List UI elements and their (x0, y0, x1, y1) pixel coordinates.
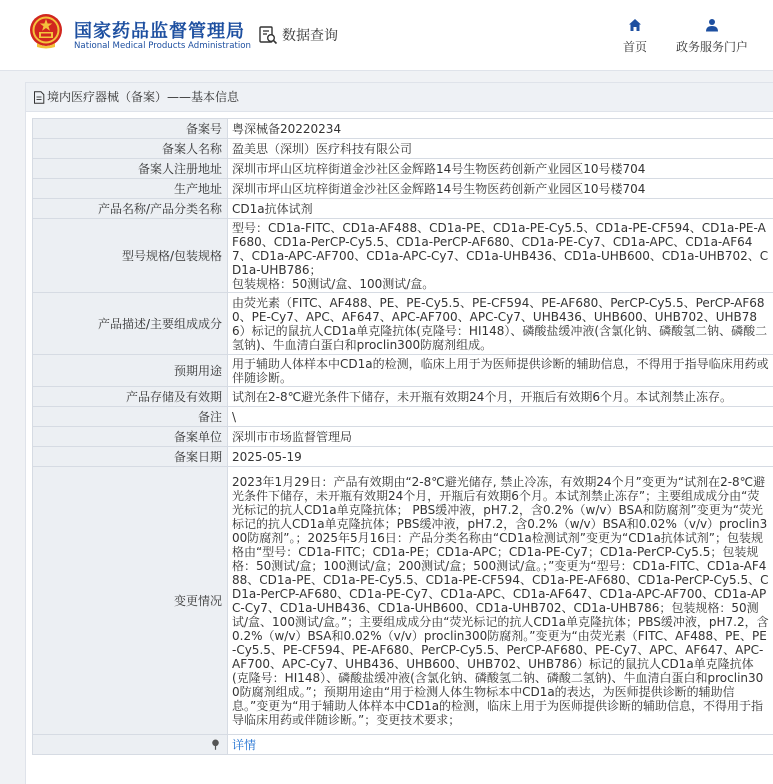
row-value: 粤深械备20220234 (228, 119, 773, 139)
brand-name-cn: 国家药品监督管理局 (74, 21, 245, 42)
row-value: 由荧光素（FITC、AF488、PE、PE-Cy5.5、PE-CF594、PE-AF680、PerCP-Cy5.5、PerCP-AF680、PE-Cy7、APC、AF647、APC-AF700、APC-Cy7、UHB436、UHB600、UHB702、UHB786）标记的鼠抗人CD1a单克隆抗体(克隆号：HI148）、磷酸盐缓冲液(含氯化钠、磷酸氢二钠、磷酸二氢钠)、牛血清白蛋白和proclin300防腐剂组成。 (228, 293, 773, 355)
national-emblem-icon (29, 13, 63, 49)
row-label: 预期用途 (33, 355, 228, 387)
row-value: 深圳市市场监督管理局 (228, 427, 773, 447)
record-info-table (32, 118, 773, 755)
detail-value-cell (228, 735, 773, 755)
top-header (0, 0, 773, 71)
table-row (33, 179, 773, 199)
row-value: 盈美思（深圳）医疗科技有限公司 (228, 139, 773, 159)
brand-name-en: National Medical Products Administration (74, 41, 251, 51)
nav-home-link[interactable] (618, 18, 652, 55)
row-label: 备案人注册地址 (33, 159, 228, 179)
table-row (33, 407, 773, 427)
detail-link[interactable]: 详情 (232, 737, 257, 752)
nav-service-portal-link[interactable] (672, 18, 752, 55)
row-label: 备案日期 (33, 447, 228, 467)
table-row (33, 467, 773, 735)
row-value: 试剂在2-8℃避光条件下储存，未开瓶有效期24个月，开瓶后有效期6个月。本试剂禁止冻存。 (228, 387, 773, 407)
row-value: 用于辅助人体样本中CD1a的检测，临床上用于为医师提供诊断的辅助信息，不得用于指导临床用药或伴随诊断。 (228, 355, 773, 387)
row-label: 产品名称/产品分类名称 (33, 199, 228, 219)
row-label: 备案人名称 (33, 139, 228, 159)
row-value: \ (228, 407, 773, 427)
data-query-button[interactable] (258, 24, 338, 46)
user-icon (705, 18, 719, 32)
table-row (33, 139, 773, 159)
table-row (33, 199, 773, 219)
row-label: 变更情况 (33, 467, 228, 735)
table-row (33, 119, 773, 139)
data-query-label: 数据查询 (282, 28, 338, 44)
table-row (33, 427, 773, 447)
nav-home-label: 首页 (622, 40, 647, 54)
row-label: 型号规格/包装规格 (33, 219, 228, 293)
row-value: 2023年1月29日：产品有效期由“2-8℃避光储存, 禁止冷冻，有效期24个月”变更为“试剂在2-8℃避光条件下储存，未开瓶有效期24个月，开瓶后有效期6个月。本试剂禁止冻存”；主要组成成分由“荧光标记的抗人CD1a单克隆抗体； PBS缓冲液，pH7.2，含0.2%（w/v）BSA和防腐剂”变更为“荧光标记的抗人CD1a单克隆抗体；PBS缓冲液，pH7.2，含0.2%（w/v）BSA和0.02%（v/v）proclin300防腐剂”。；2025年5月16日：产品分类名称由“CD1a检测试剂”变更为“CD1a抗体试剂”；包装规格由“型号：CD1a-FITC；CD1a-PE；CD1a-APC；CD1a-PE-Cy7；CD1a-PerCP-Cy5.5；包装规格：50测试/盒；100测试/盒；200测试/盒；500测试/盒。；”变更为“型号：CD1a-FITC、CD1a-AF488、CD1a-PE、CD1a-PE-Cy5.5、CD1a-PE-CF594、CD1a-PE-AF680、CD1a-PerCP-Cy5.5、CD1a-PerCP-AF680、CD1a-PE-Cy7、CD1a-APC、CD1a-AF647、CD1a-APC-AF700、CD1a-APC-Cy7、CD1a-UHB436、CD1a-UHB600、CD1a-UHB702、CD1a-UHB786；包装规格：50测试/盒、100测试/盒。”；主要组成成分由“荧光标记的抗人CD1a单克隆抗体；PBS缓冲液，pH7.2，含0.2%（w/v）BSA和0.02%（v/v）proclin300防腐剂。”变更为“由荧光素（FITC、AF488、PE、PE-Cy5.5、PE-CF594、PE-AF680、PerCP-Cy5.5、PerCP-AF680、PE-Cy7、APC、AF647、APC-AF700、APC-Cy7、UHB436、UHB600、UHB702、UHB786）标记的鼠抗人CD1a单克隆抗体(克隆号：HI148）、磷酸盐缓冲液(含氯化钠、磷酸氢二钠、磷酸二氢钠)、牛血清白蛋白和proclin300防腐剂组成。”；预期用途由“用于检测人体生物标本中CD1a的表达，为医师提供诊断的辅助信息。”变更为“用于辅助人体样本中CD1a的检测，临床上用于为医师提供诊断的辅助信息，不得用于指导临床用药或伴随诊断。”；变更技术要求； (228, 467, 773, 735)
row-value: 2025-05-19 (228, 447, 773, 467)
row-label: 生产地址 (33, 179, 228, 199)
data-query-icon (258, 25, 278, 45)
row-value: 型号：CD1a-FITC、CD1a-AF488、CD1a-PE、CD1a-PE-Cy5.5、CD1a-PE-CF594、CD1a-PE-AF680、CD1a-PerCP-Cy5.5、CD1a-PerCP-AF680、CD1a-PE-Cy7、CD1a-APC、CD1a-AF647、CD1a-APC-AF700、CD1a-APC-Cy7、CD1a-UHB436、CD1a-UHB600、CD1a-UHB702、CD1a-UHB786； 包装规格：50测试/盒、100测试/盒。 (228, 219, 773, 293)
table-row (33, 355, 773, 387)
table-row (33, 219, 773, 293)
row-value: 深圳市坪山区坑梓街道金沙社区金辉路14号生物医药创新产业园区10号楼704 (228, 159, 773, 179)
table-row (33, 387, 773, 407)
card-title-bar (26, 83, 773, 112)
home-icon (628, 18, 642, 32)
pin-icon (211, 739, 220, 750)
nav-service-label: 政务服务门户 (675, 40, 748, 54)
table-row (33, 159, 773, 179)
detail-label-cell (33, 735, 228, 755)
row-label: 备案单位 (33, 427, 228, 447)
card-title: 境内医疗器械（备案）——基本信息 (47, 90, 240, 104)
row-value: CD1a抗体试剂 (228, 199, 773, 219)
row-label: 产品描述/主要组成成分 (33, 293, 228, 355)
table-row (33, 447, 773, 467)
document-icon (33, 91, 45, 104)
record-card (25, 82, 773, 784)
table-row (33, 735, 773, 755)
row-value: 深圳市坪山区坑梓街道金沙社区金辉路14号生物医药创新产业园区10号楼704 (228, 179, 773, 199)
row-label: 备案号 (33, 119, 228, 139)
row-label: 产品存储及有效期 (33, 387, 228, 407)
row-label: 备注 (33, 407, 228, 427)
table-row (33, 293, 773, 355)
